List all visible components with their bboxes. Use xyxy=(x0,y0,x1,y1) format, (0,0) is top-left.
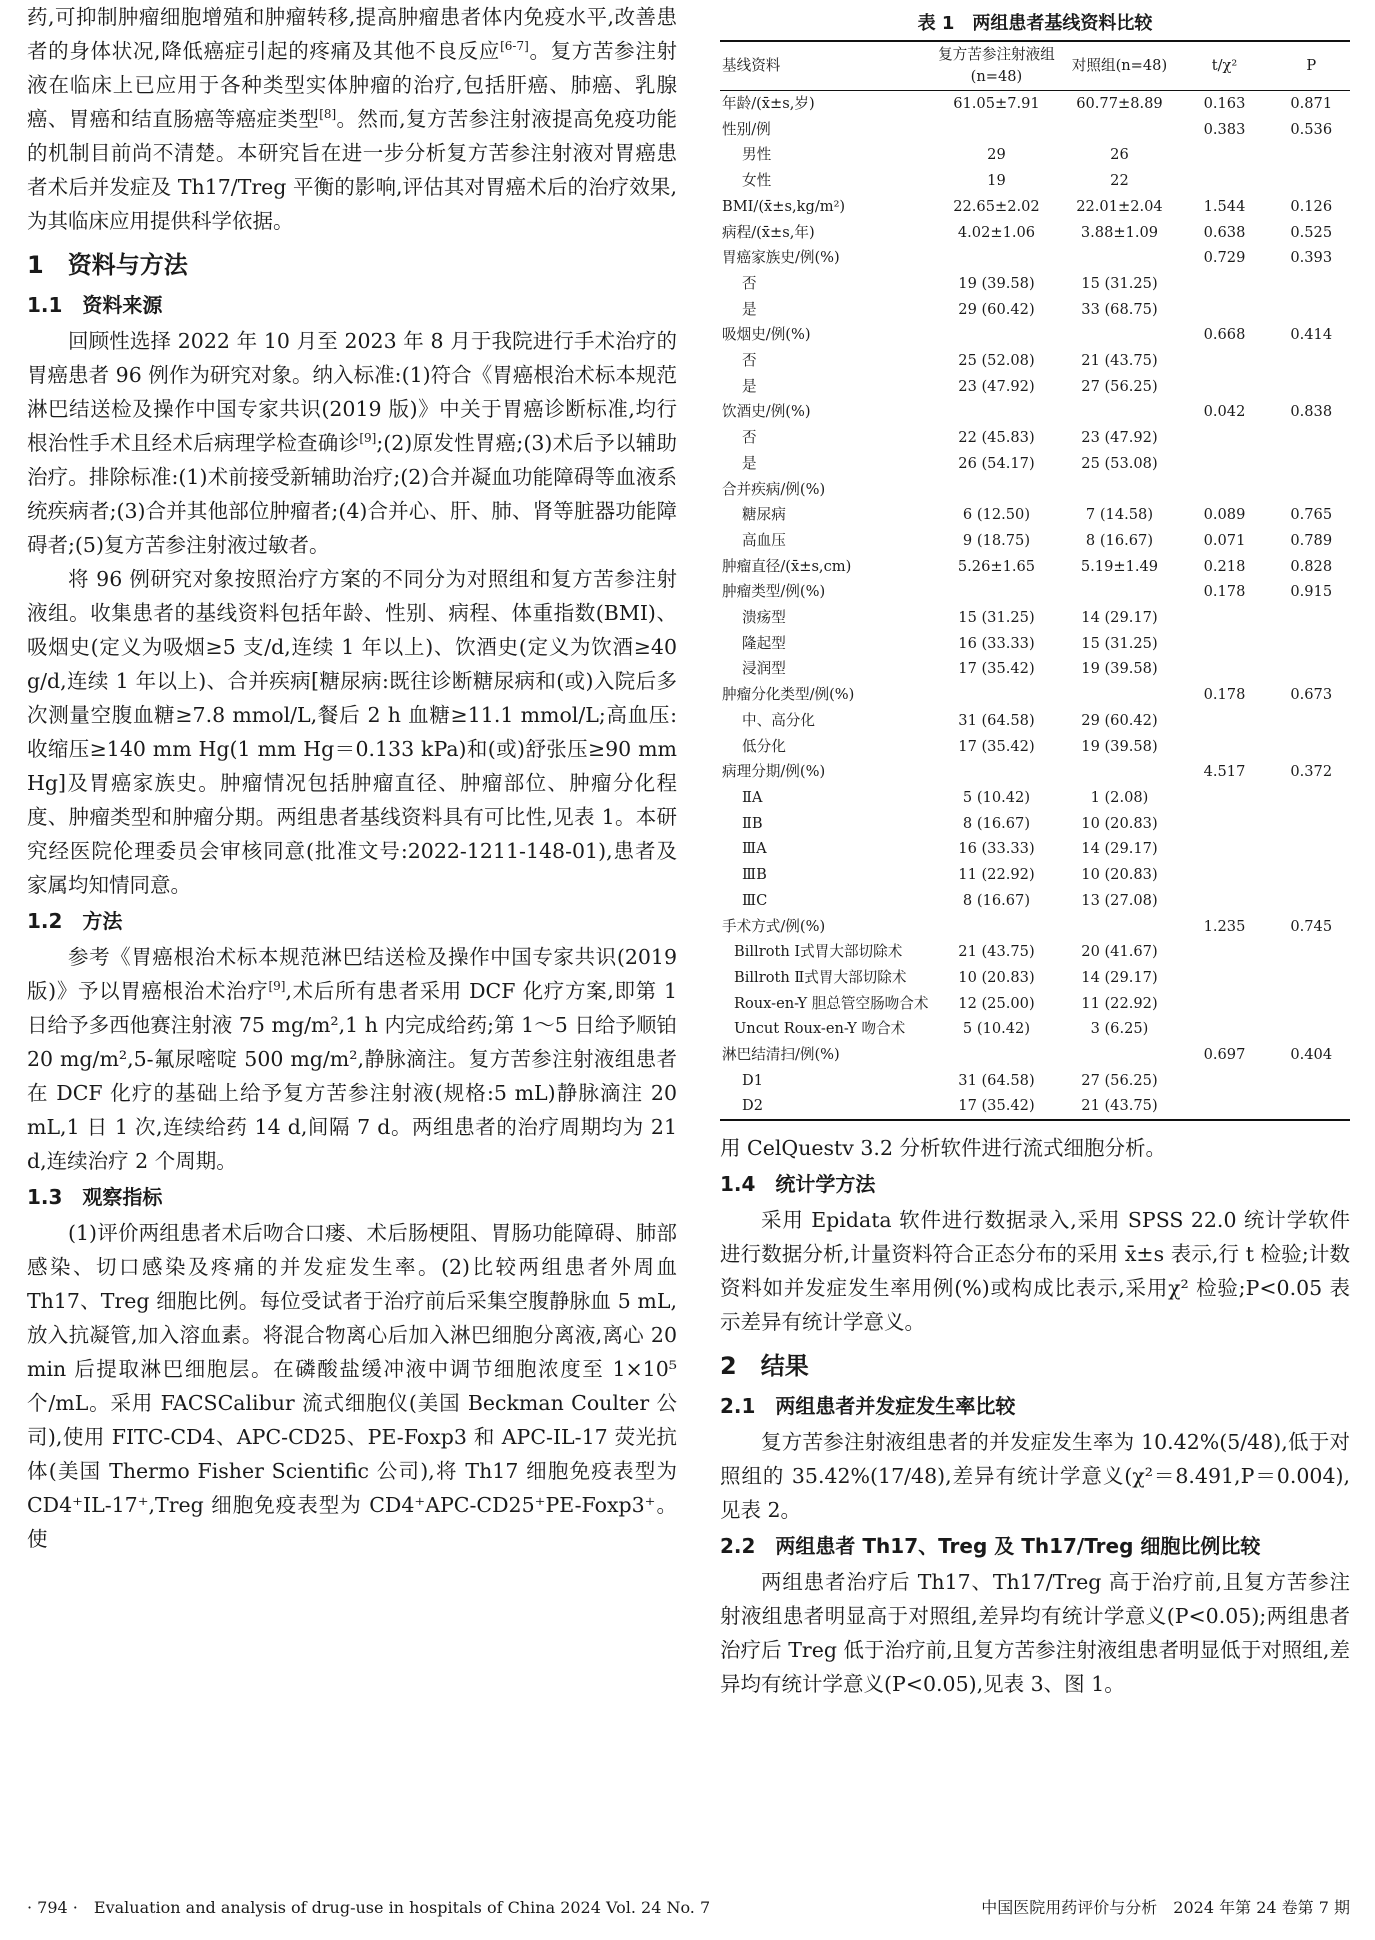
table-cell: 0.525 xyxy=(1290,223,1333,241)
table-cell: 淋巴结清扫/例(%) xyxy=(722,1046,840,1064)
table-cell: 1.235 xyxy=(1203,917,1246,935)
table-cell xyxy=(1176,1068,1272,1094)
table-cell xyxy=(1176,965,1272,991)
table-cell: 4.517 xyxy=(1203,763,1246,781)
table-cell: Uncut Roux-en-Y 吻合术 xyxy=(734,1020,906,1038)
table-row xyxy=(720,682,1350,708)
table-cell: 1 (2.08) xyxy=(1090,788,1149,806)
table-cell xyxy=(930,245,1062,271)
table-cell xyxy=(930,399,1062,425)
paragraph: 两组患者治疗后 Th17、Th17/Treg 高于治疗前,且复方苦参注射液组患者明显高于对照组,差异均有统计学意义(P<0.05);两组患者治疗后 Treg 低于治疗前,且复方苦参注射液组患者明显低于对照组,差异均有统计学意义(P<0.05),见表 3、图 1。 xyxy=(720,1570,1350,1697)
table-cell xyxy=(1272,631,1350,657)
table-cell xyxy=(1272,862,1350,888)
table-cell: 0.673 xyxy=(1290,686,1333,704)
table-cell: 21 (43.75) xyxy=(1081,1097,1158,1115)
table-cell: 26 (54.17) xyxy=(958,454,1035,472)
table-cell xyxy=(1062,322,1176,348)
table-cell: 低分化 xyxy=(742,737,786,755)
table-cell: ⅢC xyxy=(742,891,768,909)
table-cell: 0.178 xyxy=(1203,583,1246,601)
table-cell: 5 (10.42) xyxy=(962,1020,1031,1038)
table-cell: 21 (43.75) xyxy=(1081,352,1158,370)
table-cell: ⅡA xyxy=(742,788,763,806)
table-cell: 0.697 xyxy=(1203,1046,1246,1064)
table-cell xyxy=(1176,168,1272,194)
table-cell: 0.915 xyxy=(1290,583,1333,601)
table-cell: 25 (53.08) xyxy=(1081,454,1158,472)
table-row xyxy=(720,451,1350,477)
table-row xyxy=(720,1042,1350,1068)
table-row xyxy=(720,374,1350,400)
table-cell: BMI/(x̄±s,kg/m²) xyxy=(722,197,846,215)
table-cell: 3 (6.25) xyxy=(1090,1020,1149,1038)
table-cell xyxy=(1272,297,1350,323)
table-cell: 20 (41.67) xyxy=(1081,943,1158,961)
table-row xyxy=(720,528,1350,554)
subsection-heading: 1.4 统计学方法 xyxy=(720,1172,876,1197)
table-cell: 19 (39.58) xyxy=(1081,660,1158,678)
table-row xyxy=(720,271,1350,297)
table-header: 基线资料 xyxy=(722,57,781,74)
table-cell: 吸烟史/例(%) xyxy=(722,326,811,344)
table-cell: 61.05±7.91 xyxy=(953,95,1040,112)
paragraph: 药,可抑制肿瘤细胞增殖和肿瘤转移,提高肿瘤患者体内免疫水平,改善患者的身体状况,降低癌症引起的疼痛及其他不良反应[6-7]。复方苦参注射液在临床上已应用于各种类型实体肿瘤的治疗,包括肝癌、肺癌、乳腺癌、胃癌和结直肠癌等癌症类型[8]。然而,复方苦参注射液提高免疫功能的机制目前尚不清楚。本研究旨在进一步分析复方苦参注射液对胃癌患者术后并发症及 Th17/Treg 平衡的影响,评估其对胃癌术后的治疗效果,为其临床应用提供科学依据。 xyxy=(27,5,678,233)
table-cell xyxy=(1176,142,1272,168)
table-cell: 高血压 xyxy=(742,531,786,549)
table-row xyxy=(720,245,1350,271)
subsection-heading: 1.1 资料来源 xyxy=(27,293,163,317)
table-cell xyxy=(1272,785,1350,811)
table-cell: 14 (29.17) xyxy=(1081,968,1158,986)
table-cell: 0.178 xyxy=(1203,686,1246,704)
table-cell: 33 (68.75) xyxy=(1081,300,1158,318)
table-cell xyxy=(1272,425,1350,451)
table-row xyxy=(720,811,1350,837)
paragraph: 用 CelQuestv 3.2 分析软件进行流式细胞分析。 xyxy=(720,1136,1167,1161)
table-cell xyxy=(1272,991,1350,1017)
table-cell: 0.638 xyxy=(1203,223,1246,241)
table-cell xyxy=(1176,374,1272,400)
table-cell: 22.01±2.04 xyxy=(1076,197,1163,215)
table-cell xyxy=(1176,1093,1272,1120)
table-row xyxy=(720,425,1350,451)
table-row xyxy=(720,656,1350,682)
table-cell xyxy=(1272,965,1350,991)
table-cell: ⅢB xyxy=(742,866,767,884)
table-cell: 8 (16.67) xyxy=(962,891,1031,909)
table-row xyxy=(720,836,1350,862)
table-cell: 是 xyxy=(742,300,757,318)
subsection-heading: 2.1 两组患者并发症发生率比较 xyxy=(720,1394,1016,1419)
table-cell: 0.163 xyxy=(1203,95,1246,112)
table-row xyxy=(720,991,1350,1017)
table-cell: 性别/例 xyxy=(722,120,771,138)
table-cell: D1 xyxy=(742,1071,763,1089)
table-row xyxy=(720,862,1350,888)
table-cell xyxy=(1176,708,1272,734)
table-cell: 男性 xyxy=(742,146,772,164)
table-cell xyxy=(1272,374,1350,400)
table-cell: 0.042 xyxy=(1203,403,1246,421)
table-cell xyxy=(1176,451,1272,477)
paragraph: 参考《胃癌根治术标本规范淋巴结送检及操作中国专家共识(2019 版)》予以胃癌根治术治疗[9],术后所有患者采用 DCF 化疗方案,即第 1 日给予多西他赛注射液 75 mg/m²,1 h 内完成给药;第 1～5 日给予顺铂 20 mg/m²,5-氟尿嘧啶 500 mg/m²,静脉滴注。复方苦参注射液组患者在 DCF 化疗的基础上给予复方苦参注射液(规格:5 mL)静脉滴注 20 mL,1 日 1 次,连续给药 14 d,间隔 7 d。两组患者的治疗周期均为 21 d,连续治疗 2 个周期。 xyxy=(27,945,677,1173)
table-cell xyxy=(1062,1042,1176,1068)
table-header: 复方苦参注射液组(n=48) xyxy=(938,46,1055,85)
table-cell: 肿瘤分化类型/例(%) xyxy=(722,686,855,704)
table-row xyxy=(720,734,1350,760)
table-cell: 0.383 xyxy=(1203,120,1246,138)
table-cell: 6 (12.50) xyxy=(962,506,1031,524)
table-cell: 0.729 xyxy=(1203,249,1246,267)
table-cell: 31 (64.58) xyxy=(958,711,1035,729)
table-cell: 29 (60.42) xyxy=(1081,711,1158,729)
table-cell xyxy=(930,322,1062,348)
table-cell xyxy=(1062,477,1176,503)
table-cell xyxy=(1062,399,1176,425)
table-cell: ⅢA xyxy=(742,840,767,858)
table-cell: 女性 xyxy=(742,172,772,190)
table-cell: 是 xyxy=(742,377,757,395)
table-cell: 5.19±1.49 xyxy=(1080,557,1159,575)
table-cell: 13 (27.08) xyxy=(1081,891,1158,909)
table-cell: 22 (45.83) xyxy=(958,429,1035,447)
table-cell: 5 (10.42) xyxy=(962,788,1031,806)
table-cell: 否 xyxy=(742,429,757,447)
table-cell: 0.828 xyxy=(1290,557,1333,575)
table-cell xyxy=(1062,682,1176,708)
table-cell xyxy=(1176,631,1272,657)
table-cell xyxy=(1272,836,1350,862)
table-cell: 0.404 xyxy=(1290,1046,1333,1064)
paragraph: (1)评价两组患者术后吻合口瘘、术后肠梗阻、胃肠功能障碍、肺部感染、切口感染及疼痛的并发症发生率。(2)比较两组患者外周血 Th17、Treg 细胞比例。每位受试者于治疗前后采集空腹静脉血 5 mL,放入抗凝管,加入溶血素。将混合物离心后加入淋巴细胞分离液,离心 20 min 后提取淋巴细胞层。在磷酸盐缓冲液中调节细胞浓度至 1×10⁵ 个/mL。采用 FACSCalibur 流式细胞仪(美国 Beckman Coulter 公司),使用 FITC-CD4、APC-CD25、PE-Foxp3 和 APC-IL-17 荧光抗体(美国 Thermo Fisher Scientific 公司),将 Th17 细胞免疫表型为 CD4⁺IL-17⁺,Treg 细胞免疫表型为 CD4⁺APC-CD25⁺PE-Foxp3⁺。使 xyxy=(27,1221,677,1551)
table-row xyxy=(720,168,1350,194)
table-cell: 19 xyxy=(987,172,1006,190)
table-row xyxy=(720,554,1350,580)
table-row xyxy=(720,194,1350,220)
table-cell xyxy=(930,759,1062,785)
table-row xyxy=(720,297,1350,323)
table-cell: 否 xyxy=(742,352,757,370)
table-cell: 27 (56.25) xyxy=(1081,377,1158,395)
table-header: P xyxy=(1306,57,1317,74)
table-cell: 9 (18.75) xyxy=(962,531,1031,549)
table-cell: 19 (39.58) xyxy=(958,274,1035,292)
table-cell: 15 (31.25) xyxy=(1081,274,1158,292)
table-cell xyxy=(1176,656,1272,682)
table-cell xyxy=(1272,1093,1350,1120)
table-cell xyxy=(1272,734,1350,760)
table-row xyxy=(720,939,1350,965)
table-row xyxy=(720,502,1350,528)
table-cell: 0.071 xyxy=(1203,531,1246,549)
table-row xyxy=(720,914,1350,940)
table-cell: 饮酒史/例(%) xyxy=(722,403,811,421)
table-cell: 12 (25.00) xyxy=(958,994,1035,1012)
table-cell: 8 (16.67) xyxy=(1085,531,1154,549)
table-cell: 0.089 xyxy=(1203,506,1246,524)
table-cell xyxy=(1062,579,1176,605)
table-title: 表 1 两组患者基线资料比较 xyxy=(917,13,1153,34)
table-cell xyxy=(1176,862,1272,888)
table-row xyxy=(720,785,1350,811)
section-heading: 2 结果 xyxy=(720,1352,809,1381)
table-cell: 5.26±1.65 xyxy=(957,557,1036,575)
table-cell: 19 (39.58) xyxy=(1081,737,1158,755)
table-row xyxy=(720,117,1350,143)
table-cell xyxy=(1176,785,1272,811)
table-cell: 溃疡型 xyxy=(742,609,786,627)
table-cell: 15 (31.25) xyxy=(1081,634,1158,652)
table-cell: Billroth Ⅱ式胃大部切除术 xyxy=(734,968,907,986)
table-cell: 29 xyxy=(987,146,1006,164)
table-header: 对照组(n=48) xyxy=(1071,57,1168,74)
table-cell: 10 (20.83) xyxy=(958,968,1035,986)
subsection-heading: 2.2 两组患者 Th17、Treg 及 Th17/Treg 细胞比例比较 xyxy=(720,1534,1261,1559)
table-row xyxy=(720,759,1350,785)
table-cell: 肿瘤类型/例(%) xyxy=(722,583,826,601)
table-cell xyxy=(1272,451,1350,477)
table-cell: 23 (47.92) xyxy=(1081,429,1158,447)
table-cell: 0.414 xyxy=(1290,326,1333,344)
table-cell xyxy=(1062,914,1176,940)
table-cell xyxy=(1062,759,1176,785)
table-cell xyxy=(930,1042,1062,1068)
table-cell: 16 (33.33) xyxy=(958,840,1035,858)
table-cell: 27 (56.25) xyxy=(1081,1071,1158,1089)
table-cell xyxy=(1272,656,1350,682)
table-cell: 0.838 xyxy=(1290,403,1333,421)
right-column xyxy=(720,0,1350,1701)
table-cell: 0.745 xyxy=(1290,917,1333,935)
section-heading: 1 资料与方法 xyxy=(27,251,188,279)
table-cell: 22 xyxy=(1110,172,1129,190)
table-cell: 0.789 xyxy=(1290,531,1333,549)
table-row xyxy=(720,142,1350,168)
table-row xyxy=(720,220,1350,246)
table-cell: ⅡB xyxy=(742,814,763,832)
table-cell xyxy=(1176,991,1272,1017)
subsection-heading: 1.2 方法 xyxy=(27,909,123,933)
table-row xyxy=(720,1093,1350,1120)
table-cell: 15 (31.25) xyxy=(958,609,1035,627)
table-cell xyxy=(1176,425,1272,451)
table-cell: 病理分期/例(%) xyxy=(722,763,826,781)
table-cell: 8 (16.67) xyxy=(962,814,1031,832)
table-row xyxy=(720,477,1350,503)
table-cell xyxy=(1176,297,1272,323)
table-cell xyxy=(1272,348,1350,374)
table-cell xyxy=(1176,939,1272,965)
table-row xyxy=(720,965,1350,991)
table-cell: 隆起型 xyxy=(742,634,786,652)
table-cell: 年龄/(x̄±s,岁) xyxy=(722,95,815,112)
table-cell xyxy=(1176,888,1272,914)
table-row xyxy=(720,399,1350,425)
table-row xyxy=(720,888,1350,914)
table-cell: 0.765 xyxy=(1290,506,1333,524)
table-row xyxy=(720,348,1350,374)
table-cell xyxy=(930,117,1062,143)
table-cell: 60.77±8.89 xyxy=(1076,95,1163,112)
table-cell: 16 (33.33) xyxy=(958,634,1035,652)
table-row xyxy=(720,579,1350,605)
table-cell: 0.126 xyxy=(1290,197,1333,215)
table-cell: 合并疾病/例(%) xyxy=(722,480,826,498)
table-cell: 是 xyxy=(742,454,757,472)
table-cell xyxy=(1272,888,1350,914)
table-cell xyxy=(930,579,1062,605)
table-cell: 31 (64.58) xyxy=(958,1071,1035,1089)
table-cell xyxy=(1272,477,1350,503)
table-cell: 4.02±1.06 xyxy=(957,223,1036,241)
table-cell: 21 (43.75) xyxy=(958,943,1035,961)
table-cell: 17 (35.42) xyxy=(958,660,1035,678)
table-cell: 17 (35.42) xyxy=(958,1097,1035,1115)
table-cell: Roux-en-Y 胆总管空肠吻合术 xyxy=(734,994,929,1012)
table-cell: 病程/(x̄±s,年) xyxy=(722,223,815,241)
table-cell: 否 xyxy=(742,274,757,292)
table-row xyxy=(720,1068,1350,1094)
table-cell: 浸润型 xyxy=(742,660,786,678)
table-cell xyxy=(1176,605,1272,631)
table-cell: 23 (47.92) xyxy=(958,377,1035,395)
table-cell xyxy=(1176,477,1272,503)
table-cell: 肿瘤直径/(x̄±s,cm) xyxy=(722,557,852,575)
table-cell: 0.372 xyxy=(1290,763,1333,781)
table-cell xyxy=(930,914,1062,940)
table-cell: 29 (60.42) xyxy=(958,300,1035,318)
table-cell xyxy=(1272,939,1350,965)
table-cell: 11 (22.92) xyxy=(958,866,1035,884)
table-cell: 0.536 xyxy=(1290,120,1333,138)
table-cell: 10 (20.83) xyxy=(1081,814,1158,832)
table-cell: 14 (29.17) xyxy=(1081,609,1158,627)
table-cell: 0.393 xyxy=(1290,249,1333,267)
table-cell: Billroth Ⅰ式胃大部切除术 xyxy=(734,943,903,961)
table-cell xyxy=(1176,271,1272,297)
table-row xyxy=(720,605,1350,631)
paragraph: 将 96 例研究对象按照治疗方案的不同分为对照组和复方苦参注射液组。收集患者的基线资料包括年龄、性别、病程、体重指数(BMI)、吸烟史(定义为吸烟≥5 支/d,连续 1 年以上)、饮酒史(定义为饮酒≥40 g/d,连续 1 年以上)、合并疾病[糖尿病:既往诊断糖尿病和(或)入院后多次测量空腹血糖≥7.8 mmol/L,餐后 2 h 血糖≥11.1 mmol/L;高血压:收缩压≥140 mm Hg(1 mm Hg＝0.133 kPa)和(或)舒张压≥90 mm Hg]及胃癌家族史。肿瘤情况包括肿瘤直径、肿瘤部位、肿瘤分化程度、肿瘤类型和肿瘤分期。两组患者基线资料具有可比性,见表 1。本研究经医院伦理委员会审核同意(批准文号:2022-1211-148-01),患者及家属均知情同意。 xyxy=(27,567,677,897)
table-row xyxy=(720,708,1350,734)
table-cell: 22.65±2.02 xyxy=(953,197,1040,215)
table-cell: 0.218 xyxy=(1203,557,1246,575)
table-cell: 糖尿病 xyxy=(742,506,786,524)
table-cell xyxy=(1272,605,1350,631)
paragraph: 采用 Epidata 软件进行数据录入,采用 SPSS 22.0 统计学软件进行数据分析,计量资料符合正态分布的采用 x̄±s 表示,行 t 检验;计数资料如并发症发生率用例(%)或构成比表示,采用χ² 检验;P<0.05 表示差异有统计学意义。 xyxy=(720,1208,1350,1335)
table-header: t/χ² xyxy=(1211,57,1238,74)
footer-journal-cn: 中国医院用药评价与分析 2024 年第 24 卷第 7 期 xyxy=(981,1898,1350,1917)
table-cell xyxy=(930,682,1062,708)
table-cell xyxy=(1176,734,1272,760)
table-cell: 胃癌家族史/例(%) xyxy=(722,249,840,267)
table-cell: 0.871 xyxy=(1290,95,1333,112)
table-cell: 10 (20.83) xyxy=(1081,866,1158,884)
table-cell xyxy=(1176,836,1272,862)
table-cell: 17 (35.42) xyxy=(958,737,1035,755)
table-cell xyxy=(930,477,1062,503)
table-cell: 11 (22.92) xyxy=(1081,994,1158,1012)
table-row xyxy=(720,631,1350,657)
table-cell: 0.668 xyxy=(1203,326,1246,344)
table-cell xyxy=(1272,1016,1350,1042)
table-cell xyxy=(1062,245,1176,271)
table-cell: 25 (52.08) xyxy=(958,352,1035,370)
subsection-heading: 1.3 观察指标 xyxy=(27,1185,163,1209)
table-cell: D2 xyxy=(742,1097,763,1115)
left-column xyxy=(27,0,677,1556)
table-cell: 3.88±1.09 xyxy=(1080,223,1159,241)
table-row xyxy=(720,91,1350,117)
baseline-table xyxy=(720,40,1350,1121)
table-cell: 中、高分化 xyxy=(742,711,815,729)
table-cell xyxy=(1272,708,1350,734)
table-cell: 手术方式/例(%) xyxy=(722,917,826,935)
table-cell xyxy=(1272,168,1350,194)
paragraph: 回顾性选择 2022 年 10 月至 2023 年 8 月于我院进行手术治疗的胃癌患者 96 例作为研究对象。纳入标准:(1)符合《胃癌根治术标本规范淋巴结送检及操作中国专家共识(2019 版)》中关于胃癌诊断标准,均行根治性手术且经术后病理学检查确诊[9];(2)原发性胃癌;(3)术后予以辅助治疗。排除标准:(1)术前接受新辅助治疗;(2)合并凝血功能障碍等血液系统疾病者;(3)合并其他部位肿瘤者;(4)合并心、肝、肺、肾等脏器功能障碍者;(5)复方苦参注射液过敏者。 xyxy=(27,329,678,557)
table-cell xyxy=(1176,811,1272,837)
table-cell xyxy=(1176,1016,1272,1042)
table-cell xyxy=(1176,348,1272,374)
table-body xyxy=(720,91,1350,1121)
table-cell xyxy=(1272,811,1350,837)
table-cell xyxy=(1272,1068,1350,1094)
table-cell: 1.544 xyxy=(1203,197,1246,215)
table-cell xyxy=(1272,271,1350,297)
paragraph: 复方苦参注射液组患者的并发症发生率为 10.42%(5/48),低于对照组的 35.42%(17/48),差异有统计学意义(χ²＝8.491,P＝0.004),见表 2。 xyxy=(720,1430,1350,1523)
footer-journal-en: · 794 · Evaluation and analysis of drug-use in hospitals of China 2024 Vol. 24 No. 7 xyxy=(27,1898,711,1917)
table-cell xyxy=(1272,142,1350,168)
table-row xyxy=(720,322,1350,348)
table-cell: 14 (29.17) xyxy=(1081,840,1158,858)
table-cell: 7 (14.58) xyxy=(1085,506,1154,524)
table-row xyxy=(720,1016,1350,1042)
table-cell xyxy=(1062,117,1176,143)
table-cell: 26 xyxy=(1110,146,1129,164)
